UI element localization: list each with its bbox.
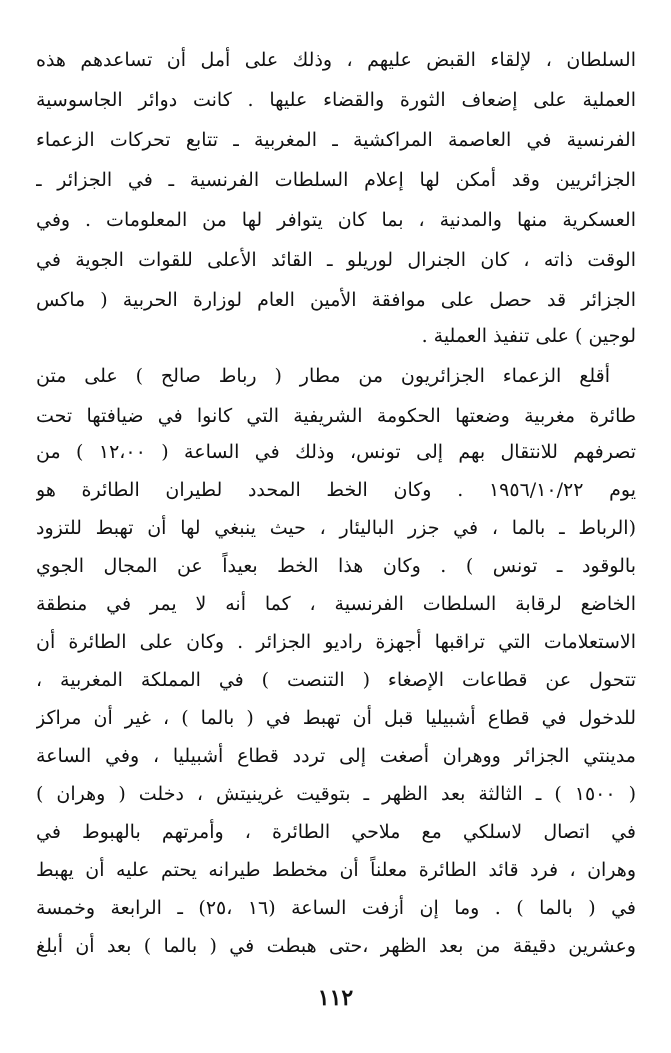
text-line: تتحول عن قطاعات الإصغاء ( التنصت ) في المملكة المغربية ،	[36, 669, 636, 691]
page-number: ١١٢	[317, 985, 354, 1011]
text-line: في ( بالما ) . وما إن أزفت الساعة (١٦ ،٢٥) ـ الرابعة وخمسة	[36, 897, 636, 919]
text-line: الاستعلامات التي تراقبها أجهزة راديو الجزائر . وكان على الطائرة أن	[36, 631, 636, 653]
text-line: يوم ١٩٥٦/١٠/٢٢ . وكان الخط المحدد لطيران الطائرة هو	[36, 479, 636, 501]
text-line: مدينتي الجزائر ووهران أصغت إلى تردد قطاع أشبيليا ، وفي الساعة	[36, 745, 636, 767]
text-line: تصرفهم للانتقال بهم إلى تونس، وذلك في الساعة ( ١٢،٠٠ ) من	[36, 441, 636, 463]
text-line: (الرباط ـ بالما ، في جزر الباليئار ، حيث ينبغي لها أن تهبط للتزود	[36, 517, 636, 539]
text-line: العسكرية منها والمدنية ، بما كان يتوافر لها من المعلومات . وفي	[36, 209, 636, 231]
text-line: العملية على إضعاف الثورة والقضاء عليها . كانت دوائر الجاسوسية	[36, 89, 636, 111]
text-line: بالوقود ـ تونس ) . وكان هذا الخط بعيداً عن المجال الجوي	[36, 555, 636, 577]
text-line: طائرة مغربية وضعتها الحكومة الشريفية التي كانوا في ضيافتها تحت	[36, 405, 636, 427]
text-line: الجزائريين وقد أمكن لها إعلام السلطات الفرنسية ـ في الجزائر ـ	[36, 169, 636, 191]
text-line: الفرنسية في العاصمة المراكشية ـ المغربية ـ تتابع تحركات الزعماء	[36, 129, 636, 151]
text-line: ( ١٥٠٠ ) ـ الثالثة بعد الظهر ـ بتوقيت غرينيتش ، دخلت ( وهران )	[36, 783, 636, 805]
text-line: الخاضع لرقابة السلطات الفرنسية ، كما أنه لا يمر في منطقة	[36, 593, 636, 615]
text-line: وعشرين دقيقة من بعد الظهر ،حتى هبطت في ( بالما ) بعد أن أبلغ	[36, 935, 636, 957]
text-line: الوقت ذاته ، كان الجنرال لوريلو ـ القائد الأعلى للقوات الجوية في	[36, 249, 636, 271]
text-line: في اتصال لاسلكي مع ملاحي الطائرة ، وأمرتهم بالهبوط في	[36, 821, 636, 843]
text-line: الجزائر قد حصل على موافقة الأمين العام لوزارة الحربية ( ماكس	[36, 289, 636, 311]
text-line: أقلع الزعماء الجزائريون من مطار ( رباط صالح ) على متن	[36, 365, 610, 387]
text-line: السلطان ، لإلقاء القبض عليهم ، وذلك على أمل أن تساعدهم هذه	[36, 49, 636, 71]
text-line: للدخول في قطاع أشبيليا قبل أن تهبط في ( بالما ) ، غير أن مراكز	[36, 707, 636, 729]
text-line: وهران ، فرد قائد الطائرة معلناً أن مخطط طيرانه يحتم عليه أن يهبط	[36, 859, 636, 881]
text-line: لوجين ) على تنفيذ العملية .	[421, 325, 636, 347]
